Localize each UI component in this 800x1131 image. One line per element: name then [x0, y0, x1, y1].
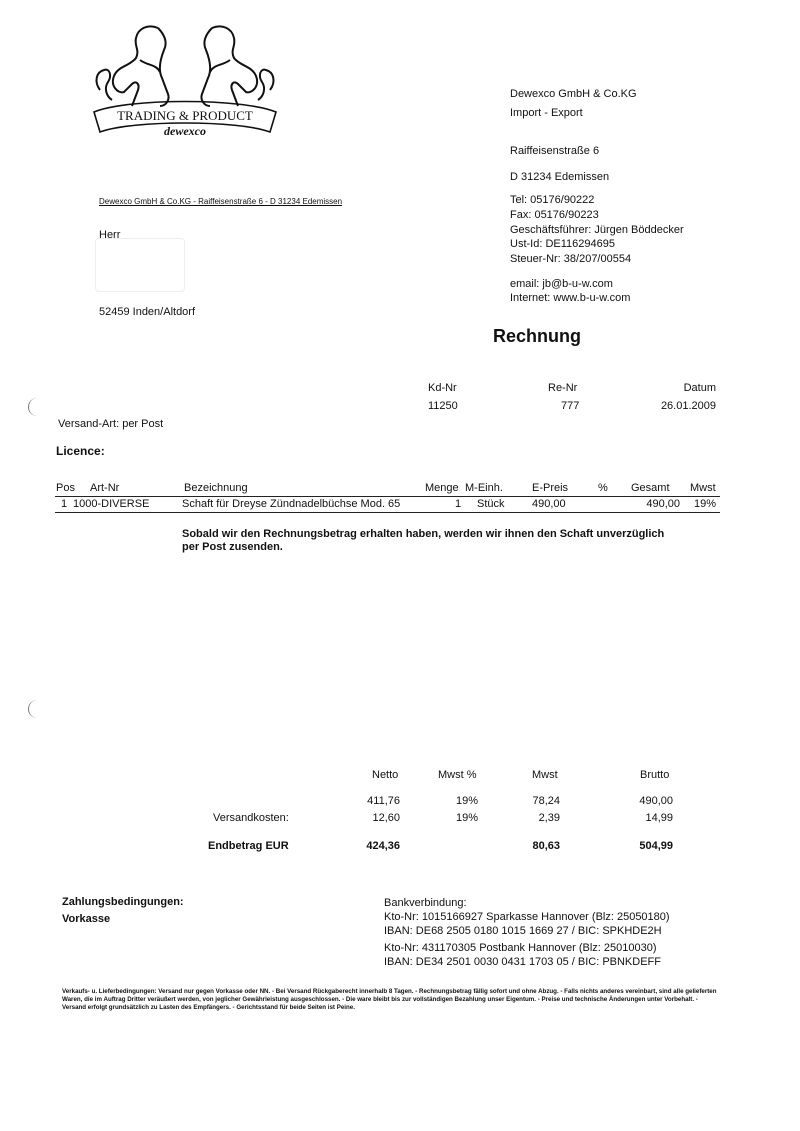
final-mwst: 80,63 — [532, 840, 560, 852]
date-label: Datum — [683, 382, 716, 394]
date-value: 26.01.2009 — [660, 400, 716, 412]
payment-terms-label: Zahlungsbedingungen: — [62, 896, 184, 908]
shipping-mwst-pct: 19% — [456, 812, 479, 824]
company-subtitle: Import - Export — [510, 107, 583, 119]
col-header-pos: Pos — [56, 482, 75, 494]
row-quantity: 1 — [455, 498, 462, 510]
company-ust-id: Ust-Id: DE116294695 — [510, 238, 615, 250]
shipping-mwst: 2,39 — [538, 812, 560, 824]
col-header-description: Bezeichnung — [184, 482, 248, 494]
licence-label: Licence: — [56, 444, 105, 458]
re-nr-label: Re-Nr — [548, 382, 578, 394]
company-email: email: jb@b-u-w.com — [510, 278, 613, 290]
bank-label: Bankverbindung: — [384, 897, 467, 909]
company-city: D 31234 Edemissen — [510, 171, 610, 183]
note-line1: Sobald wir den Rechnungsbetrag erhalten haben, werden wir ihnen den Schaft unverzüglich — [182, 528, 665, 540]
punch-hole-mark — [28, 700, 39, 718]
totals-header-mwst-pct: Mwst % — [438, 769, 477, 781]
shipping-method: Versand-Art: per Post — [58, 418, 164, 430]
re-nr-value: 777 — [561, 400, 580, 412]
final-netto: 424,36 — [366, 840, 400, 852]
col-header-discount: % — [598, 482, 608, 494]
col-header-unit: M-Einh. — [465, 482, 503, 494]
totals-header-brutto: Brutto — [640, 769, 670, 781]
final-brutto: 504,99 — [639, 840, 673, 852]
row-total: 490,00 — [646, 498, 680, 510]
punch-hole-mark — [28, 398, 39, 416]
company-street: Raiffeisenstraße 6 — [510, 145, 600, 157]
totals-header-mwst: Mwst — [532, 769, 558, 781]
bank-line2: IBAN: DE68 2505 0180 1015 1669 27 / BIC: SPKHDE2H — [384, 925, 662, 937]
kd-nr-label: Kd-Nr — [428, 382, 457, 394]
goods-netto: 411,76 — [367, 795, 400, 807]
document-title: Rechnung — [493, 326, 581, 346]
redacted-address-box — [95, 238, 185, 292]
row-pos: 1 — [61, 498, 68, 510]
bank-line1: Kto-Nr: 1015166927 Sparkasse Hannover (Blz: 25050180) — [384, 911, 670, 923]
shipping-cost-label: Versandkosten: — [213, 812, 289, 824]
col-header-vat: Mwst — [690, 482, 716, 494]
logo-brand-line1: TRADING & PRODUCT — [117, 108, 253, 123]
row-unit-price: 490,00 — [532, 498, 566, 510]
logo-brand-line2: dewexco — [164, 124, 206, 138]
row-vat: 19% — [694, 498, 717, 510]
goods-mwst: 78,24 — [532, 795, 560, 807]
totals-header-netto: Netto — [372, 769, 399, 781]
bank-line4: IBAN: DE34 2501 0030 0431 1703 05 / BIC: PBNKDEFF — [384, 956, 661, 968]
final-amount-label: Endbetrag EUR — [208, 840, 289, 852]
company-steuer-nr: Steuer-Nr: 38/207/00554 — [510, 253, 632, 265]
recipient-salutation: Herr — [99, 229, 121, 241]
bank-line3: Kto-Nr: 431170305 Postbank Hannover (Blz: 25010030) — [384, 942, 657, 954]
row-art-nr: 1000-DIVERSE — [73, 498, 150, 510]
row-description: Schaft für Dreyse Zündnadelbüchse Mod. 65 — [182, 498, 401, 510]
col-header-art-nr: Art-Nr — [90, 482, 120, 494]
col-header-quantity: Menge — [425, 482, 459, 494]
note-line2: per Post zusenden. — [182, 541, 283, 553]
row-unit: Stück — [477, 498, 505, 510]
company-manager: Geschäftsführer: Jürgen Böddecker — [510, 224, 684, 236]
goods-mwst-pct: 19% — [456, 795, 479, 807]
company-tel: Tel: 05176/90222 — [510, 194, 595, 206]
kd-nr-value: 11250 — [428, 400, 458, 412]
shipping-brutto: 14,99 — [645, 812, 673, 824]
table-row-divider — [55, 512, 720, 513]
table-header-divider — [55, 496, 720, 497]
payment-terms-value: Vorkasse — [62, 913, 111, 925]
col-header-unit-price: E-Preis — [532, 482, 569, 494]
horse-right-icon — [201, 26, 273, 106]
shipping-netto: 12,60 — [372, 812, 400, 824]
company-logo — [88, 20, 282, 140]
company-name: Dewexco GmbH & Co.KG — [510, 88, 637, 100]
company-fax: Fax: 05176/90223 — [510, 209, 599, 221]
recipient-city: 52459 Inden/Altdorf — [99, 306, 196, 318]
col-header-total: Gesamt — [631, 482, 670, 494]
horse-left-icon — [97, 26, 169, 106]
company-internet: Internet: www.b-u-w.com — [510, 292, 631, 304]
sender-return-line: Dewexco GmbH & Co.KG - Raiffeisenstraße 6 - D 31234 Edemissen — [99, 197, 343, 206]
legal-terms: Verkaufs- u. Lieferbedingungen: Versand nur gegen Vorkasse oder NN. - Bei Versand Rückgaberecht innerhalb 8 Tagen. - Rechnungsbetrag fällig sofort und ohne Abzug. - Falls nichts anderes vereinbart, sind alle gelieferten Waren, die im Auftrag Dritter veräußert werden, von jeglicher Gewährleistung ausgeschlossen. - Die ware bleibt bis zur vollständigen Bezahlung unser Eigentum. - Preise und technische Änderungen unter Vorbehalt. - Versand erfolgt grundsätzlich zu Lasten des Empfängers. - Gerichtsstand für beide Seiten ist Peine. — [62, 988, 717, 1011]
goods-brutto: 490,00 — [639, 795, 673, 807]
